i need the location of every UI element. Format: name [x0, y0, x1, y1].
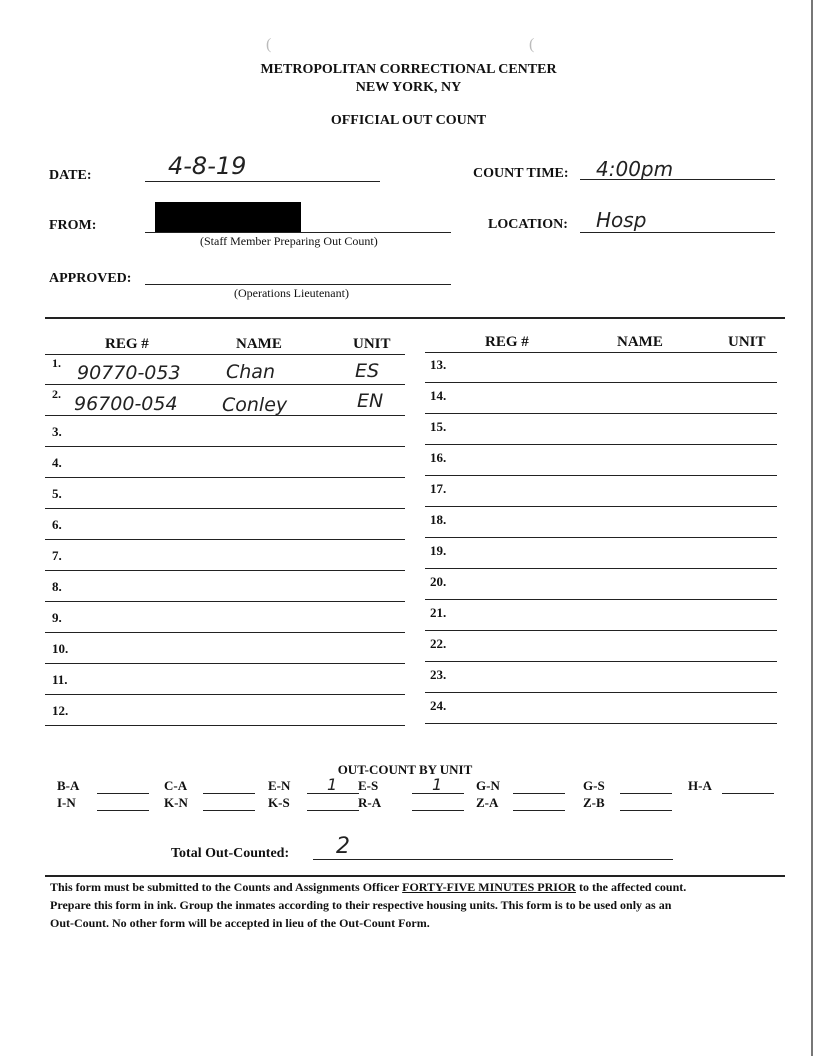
unit-label: B-A — [57, 778, 80, 793]
row1-name: Chan — [226, 361, 275, 383]
left-row-line — [45, 477, 405, 478]
right-row-number: 24. — [430, 698, 447, 713]
unit-count-line — [97, 793, 149, 794]
right-row-number: 13. — [430, 357, 447, 372]
right-header-line — [425, 352, 777, 353]
left-row-number: 8. — [52, 579, 62, 594]
org-city: NEW YORK, NY — [355, 80, 462, 95]
right-row-number: 16. — [430, 450, 447, 465]
scan-mark: ( — [529, 36, 535, 53]
left-row-number: 7. — [52, 548, 62, 563]
left-row-line — [45, 384, 405, 385]
unit-label: G-S — [583, 778, 605, 793]
right-row-line — [425, 630, 777, 631]
left-row-number: 2. — [52, 387, 61, 401]
unit-count-line — [513, 810, 565, 811]
footer-emphasis: FORTY-FIVE MINUTES PRIOR — [402, 880, 576, 894]
left-unit-header: UNIT — [353, 336, 391, 352]
right-row-number: 18. — [430, 512, 447, 527]
right-row-line — [425, 506, 777, 507]
unit-count-line — [513, 793, 565, 794]
left-row-line — [45, 446, 405, 447]
left-row-line — [45, 694, 405, 695]
date-label: DATE: — [49, 168, 92, 183]
row2-reg: 96700-054 — [74, 393, 178, 415]
unit-label: R-A — [358, 795, 382, 810]
location-line — [580, 232, 775, 233]
right-row-number: 15. — [430, 419, 447, 434]
left-row-number: 5. — [52, 486, 62, 501]
unit-count-line — [203, 810, 255, 811]
unit-label: G-N — [476, 778, 500, 793]
left-row-line — [45, 601, 405, 602]
table-divider — [45, 317, 785, 319]
unit-label: Z-A — [476, 795, 499, 810]
row1-reg: 90770-053 — [77, 362, 181, 384]
from-caption: (Staff Member Preparing Out Count) — [200, 234, 378, 248]
right-row-line — [425, 413, 777, 414]
approved-label: APPROVED: — [49, 271, 132, 286]
page-edge — [811, 0, 813, 1056]
row2-unit: EN — [357, 390, 384, 412]
left-row-line — [45, 539, 405, 540]
right-row-number: 21. — [430, 605, 447, 620]
footer-text-1a: This form must be submitted to the Counts and Assignments Officer — [50, 880, 403, 894]
approved-line — [145, 284, 451, 285]
right-row-line — [425, 723, 777, 724]
left-row-line — [45, 508, 405, 509]
right-row-number: 20. — [430, 574, 447, 589]
unit-label: E-S — [358, 778, 379, 793]
right-row-number: 17. — [430, 481, 447, 496]
unit-label: I-N — [57, 795, 76, 810]
unit-count-line — [203, 793, 255, 794]
left-row-number: 1. — [52, 356, 61, 370]
left-row-line — [45, 663, 405, 664]
left-row-number: 6. — [52, 517, 62, 532]
right-row-number: 19. — [430, 543, 447, 558]
unit-label: Z-B — [583, 795, 605, 810]
footer-line-1 — [50, 880, 686, 895]
row2-name: Conley — [222, 394, 288, 416]
unit-count-line — [307, 810, 359, 811]
right-row-line — [425, 692, 777, 693]
unit-count-line — [620, 810, 672, 811]
left-row-line — [45, 632, 405, 633]
unit-label: K-S — [268, 795, 290, 810]
right-row-line — [425, 444, 777, 445]
right-reg-header: REG # — [485, 334, 529, 350]
unit-count-value: 1 — [432, 775, 443, 794]
total-label: Total Out-Counted: — [171, 846, 290, 861]
date-line — [145, 181, 380, 182]
left-row-number: 3. — [52, 424, 62, 439]
right-unit-header: UNIT — [728, 334, 766, 350]
unit-count-line — [412, 810, 464, 811]
outcount-title: OUT-COUNT BY UNIT — [337, 762, 473, 777]
right-row-number: 14. — [430, 388, 447, 403]
footer-line-3: Out-Count. No other form will be accepted in lieu of the Out-Count Form. — [50, 916, 430, 930]
right-row-line — [425, 475, 777, 476]
unit-label: E-N — [268, 778, 291, 793]
unit-count-line — [722, 793, 774, 794]
total-line — [313, 859, 673, 860]
from-line — [145, 232, 451, 233]
right-row-number: 22. — [430, 636, 447, 651]
footer-line-2: Prepare this form in ink. Group the inmates according to their respective housing units. This form is to be used only as an — [50, 898, 672, 912]
left-row-number: 9. — [52, 610, 62, 625]
left-reg-header: REG # — [105, 336, 149, 352]
right-row-number: 23. — [430, 667, 447, 682]
count-time-value: 4:00pm — [596, 157, 674, 181]
left-header-line — [45, 354, 405, 355]
approved-caption: (Operations Lieutenant) — [234, 286, 349, 300]
unit-count-value: 1 — [327, 775, 338, 794]
total-value: 2 — [336, 834, 350, 859]
row1-unit: ES — [355, 360, 380, 382]
left-row-number: 12. — [52, 703, 69, 718]
left-row-number: 11. — [52, 672, 68, 687]
unit-label: C-A — [164, 778, 188, 793]
form-title: OFFICIAL OUT COUNT — [330, 113, 487, 128]
unit-label: K-N — [164, 795, 188, 810]
left-row-number: 10. — [52, 641, 69, 656]
unit-count-line — [97, 810, 149, 811]
from-label: FROM: — [49, 218, 97, 233]
footer-divider — [45, 875, 785, 877]
right-row-line — [425, 599, 777, 600]
date-value: 4-8-19 — [168, 152, 247, 180]
unit-count-line — [620, 793, 672, 794]
right-row-line — [425, 661, 777, 662]
footer-text-1b: to the affected count. — [575, 880, 687, 894]
right-row-line — [425, 568, 777, 569]
right-row-line — [425, 382, 777, 383]
location-label: LOCATION: — [488, 217, 568, 232]
org-name: METROPOLITAN CORRECTIONAL CENTER — [260, 62, 557, 77]
left-row-line — [45, 725, 405, 726]
right-row-line — [425, 537, 777, 538]
count-time-label: COUNT TIME: — [473, 166, 569, 181]
right-name-header: NAME — [617, 334, 663, 350]
location-value: Hosp — [596, 208, 647, 232]
left-row-number: 4. — [52, 455, 62, 470]
left-row-line — [45, 570, 405, 571]
left-name-header: NAME — [236, 336, 282, 352]
redaction-box — [155, 202, 301, 232]
scan-mark: ( — [266, 36, 272, 53]
unit-label: H-A — [688, 778, 712, 793]
